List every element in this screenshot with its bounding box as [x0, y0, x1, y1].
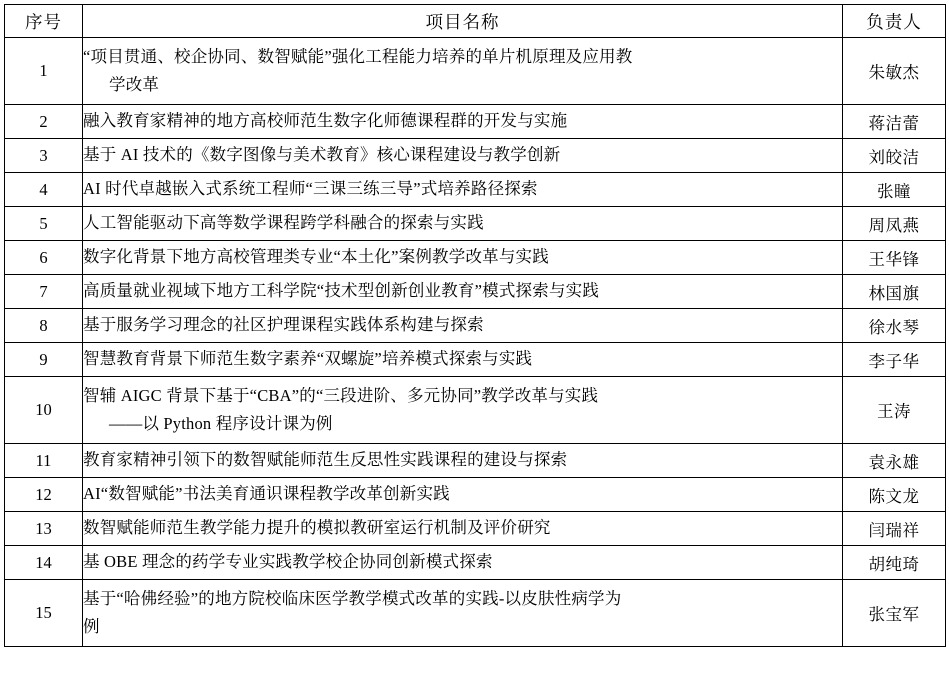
project-name-cell	[83, 580, 843, 647]
row-index-cell: 15	[5, 580, 83, 647]
project-name-line: 基 OBE 理念的药学专业实践教学校企协同创新模式探索	[83, 552, 493, 572]
table-row	[5, 173, 946, 207]
row-index-cell: 10	[5, 377, 83, 444]
project-name-cell	[83, 343, 843, 377]
table-row	[5, 275, 946, 309]
table-header-row	[5, 5, 946, 38]
table-header	[5, 5, 946, 38]
table-row	[5, 139, 946, 173]
owner-cell: 张宝军	[843, 580, 946, 647]
project-name-cell	[83, 139, 843, 173]
project-name-cell	[83, 478, 843, 512]
row-index-cell: 11	[5, 444, 83, 478]
table-body	[5, 38, 946, 647]
table-row	[5, 309, 946, 343]
project-name-cell	[83, 207, 843, 241]
project-name-line: “项目贯通、校企协同、数智赋能”强化工程能力培养的单片机原理及应用教	[83, 46, 633, 66]
owner-cell: 闫瑞祥	[843, 512, 946, 546]
project-name-cell	[83, 105, 843, 139]
project-name-cell	[83, 275, 843, 309]
table-row	[5, 38, 946, 105]
row-index-cell: 14	[5, 546, 83, 580]
project-name-line: ——以 Python 程序设计课为例	[109, 414, 333, 433]
project-name-line: AI 时代卓越嵌入式系统工程师“三课三练三导”式培养路径探索	[83, 179, 538, 199]
owner-cell: 陈文龙	[843, 478, 946, 512]
project-name-cell	[83, 512, 843, 546]
row-index-cell: 5	[5, 207, 83, 241]
owner-cell: 胡纯琦	[843, 546, 946, 580]
table-row	[5, 377, 946, 444]
row-index-cell: 12	[5, 478, 83, 512]
project-name-line: 基于服务学习理念的社区护理课程实践体系构建与探索	[83, 315, 484, 335]
project-name-line: AI“数智赋能”书法美育通识课程教学改革创新实践	[83, 484, 450, 504]
table-row	[5, 105, 946, 139]
owner-cell: 王涛	[843, 377, 946, 444]
owner-cell: 王华锋	[843, 241, 946, 275]
project-name-cell	[83, 309, 843, 343]
project-name-line: 人工智能驱动下高等数学课程跨学科融合的探索与实践	[83, 213, 484, 233]
owner-cell: 张瞳	[843, 173, 946, 207]
table-row	[5, 580, 946, 647]
owner-cell: 徐水琴	[843, 309, 946, 343]
row-index-cell: 8	[5, 309, 83, 343]
owner-cell: 刘皎洁	[843, 139, 946, 173]
owner-cell: 李子华	[843, 343, 946, 377]
project-name-cell	[83, 173, 843, 207]
project-name-line: 数智赋能师范生教学能力提升的模拟教研室运行机制及评价研究	[83, 518, 551, 538]
table-row	[5, 478, 946, 512]
row-index-cell: 1	[5, 38, 83, 105]
owner-cell: 周凤燕	[843, 207, 946, 241]
row-index-cell: 9	[5, 343, 83, 377]
project-name-cell	[83, 546, 843, 580]
column-header-project-name: 项目名称	[83, 5, 843, 38]
owner-cell: 袁永雄	[843, 444, 946, 478]
project-name-line: 学改革	[109, 75, 160, 94]
column-header-no: 序号	[5, 5, 83, 38]
table-row	[5, 444, 946, 478]
project-name-line: 融入教育家精神的地方高校师范生数字化师德课程群的开发与实施	[83, 111, 568, 131]
row-index-cell: 3	[5, 139, 83, 173]
row-index-cell: 6	[5, 241, 83, 275]
project-name-line: 数字化背景下地方高校管理类专业“本土化”案例教学改革与实践	[83, 247, 549, 267]
row-index-cell: 7	[5, 275, 83, 309]
document-page	[0, 4, 949, 700]
project-name-line: 高质量就业视域下地方工科学院“技术型创新创业教育”模式探索与实践	[83, 281, 600, 301]
owner-cell: 林国旗	[843, 275, 946, 309]
project-name-line: 智慧教育背景下师范生数字素养“双螺旋”培养模式探索与实践	[83, 349, 533, 369]
project-name-cell	[83, 38, 843, 105]
table-row	[5, 241, 946, 275]
owner-cell: 蒋洁蕾	[843, 105, 946, 139]
project-name-line: 基于 AI 技术的《数字图像与美术教育》核心课程建设与教学创新	[83, 145, 561, 165]
project-name-cell	[83, 241, 843, 275]
table-row	[5, 207, 946, 241]
column-header-owner: 负责人	[843, 5, 946, 38]
row-index-cell: 13	[5, 512, 83, 546]
project-name-line: 教育家精神引领下的数智赋能师范生反思性实践课程的建设与探索	[83, 450, 568, 470]
owner-cell: 朱敏杰	[843, 38, 946, 105]
table-row	[5, 512, 946, 546]
table-row	[5, 343, 946, 377]
project-name-line: 智辅 AIGC 背景下基于“CBA”的“三段进阶、多元协同”教学改革与实践	[83, 385, 599, 405]
project-name-cell	[83, 444, 843, 478]
project-name-cell	[83, 377, 843, 444]
row-index-cell: 2	[5, 105, 83, 139]
project-list-table	[4, 4, 946, 647]
row-index-cell: 4	[5, 173, 83, 207]
project-name-line: 例	[83, 617, 100, 636]
table-row	[5, 546, 946, 580]
project-name-line: 基于“哈佛经验”的地方院校临床医学教学模式改革的实践-以皮肤性病学为	[83, 588, 622, 608]
